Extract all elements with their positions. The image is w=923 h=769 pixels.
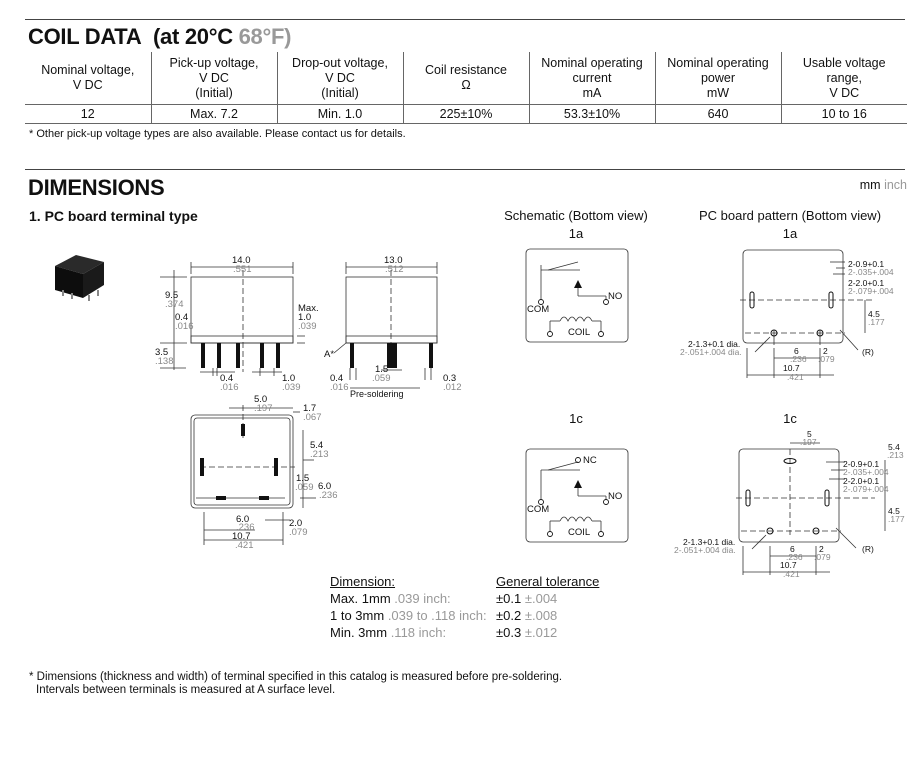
- svg-text:(R): (R): [862, 544, 874, 554]
- svg-text:.512: .512: [385, 264, 404, 275]
- svg-text:5: 5: [807, 429, 812, 439]
- svg-text:(R): (R): [862, 347, 874, 357]
- svg-text:.197: .197: [800, 437, 817, 447]
- svg-text:2-.035+.004: 2-.035+.004: [848, 267, 894, 277]
- pcb-1a-label: 1a: [782, 226, 798, 241]
- svg-text:10.7: 10.7: [232, 531, 251, 542]
- svg-text:2-1.3+0.1 dia.: 2-1.3+0.1 dia.: [683, 537, 736, 547]
- svg-text:2: 2: [823, 346, 828, 356]
- footnote-pre-soldering: * Dimensions (thickness and width) of terminal specified in this catalog is measured before pre-soldering.: [29, 671, 563, 683]
- schematic-title: Schematic (Bottom view): [504, 208, 648, 223]
- svg-text:10.7: 10.7: [783, 363, 800, 373]
- terminal-type-heading: 1. PC board terminal type: [29, 208, 198, 224]
- svg-text:COIL: COIL: [568, 527, 591, 538]
- tolerance-row: Min. 3mm .118 inch:: [330, 625, 447, 640]
- svg-text:2-0.9+0.1: 2-0.9+0.1: [848, 259, 885, 269]
- svg-text:.551: .551: [233, 264, 252, 275]
- svg-text:2: 2: [819, 544, 824, 554]
- svg-text:.421: .421: [783, 569, 800, 579]
- col-nominal-voltage: Nominal voltage, V DC: [25, 52, 151, 105]
- svg-text:1.0: 1.0: [282, 373, 296, 384]
- col-operating-power: Nominal operating power mW: [655, 52, 781, 105]
- svg-text:NO: NO: [608, 291, 623, 302]
- svg-text:.079: .079: [289, 527, 308, 538]
- svg-text:2-2.0+0.1: 2-2.0+0.1: [848, 278, 885, 288]
- svg-text:6: 6: [790, 544, 795, 554]
- svg-text:0.3: 0.3: [443, 373, 457, 384]
- svg-text:2-.051+.004 dia.: 2-.051+.004 dia.: [674, 545, 736, 555]
- svg-text:9.5: 9.5: [165, 290, 179, 301]
- svg-text:A*: A*: [324, 349, 335, 360]
- svg-text:.177: .177: [868, 317, 885, 327]
- svg-text:.213: .213: [887, 450, 904, 460]
- svg-text:2-1.3+0.1 dia.: 2-1.3+0.1 dia.: [688, 339, 741, 349]
- svg-text:0.4: 0.4: [175, 312, 189, 323]
- svg-text:2.0: 2.0: [289, 518, 303, 529]
- svg-text:.012: .012: [443, 382, 462, 393]
- tolerance-header: General tolerance: [496, 574, 600, 589]
- pcb-pattern-title: PC board pattern (Bottom view): [698, 208, 882, 223]
- svg-text:.016: .016: [220, 382, 239, 393]
- svg-text:0.4: 0.4: [330, 373, 344, 384]
- svg-text:.138: .138: [155, 356, 174, 367]
- table-cell: 640: [655, 105, 781, 124]
- svg-text:5.4: 5.4: [310, 440, 324, 451]
- svg-text:6: 6: [794, 346, 799, 356]
- svg-text:0.4: 0.4: [220, 373, 234, 384]
- svg-text:2-.079+.004: 2-.079+.004: [843, 484, 889, 494]
- svg-text:COIL: COIL: [568, 327, 591, 338]
- svg-text:.059: .059: [372, 373, 391, 384]
- svg-text:.177: .177: [888, 514, 905, 524]
- table-cell: Max. 7.2: [151, 105, 277, 124]
- col-coil-resistance: Coil resistance Ω: [403, 52, 529, 105]
- svg-text:.374: .374: [165, 299, 184, 310]
- svg-text:Max.: Max.: [298, 303, 319, 314]
- table-cell: 225±10%: [403, 105, 529, 124]
- svg-text:.236: .236: [319, 490, 338, 501]
- col-pickup-voltage: Pick-up voltage, V DC (Initial): [151, 52, 277, 105]
- svg-text:2-0.9+0.1: 2-0.9+0.1: [843, 459, 880, 469]
- table-cell: 53.3±10%: [529, 105, 655, 124]
- svg-text:.079: .079: [818, 354, 835, 364]
- pcb-1c-label: 1c: [783, 411, 797, 426]
- tolerance-row: 1 to 3mm .039 to .118 inch:: [330, 608, 487, 623]
- schematic-1c-label: 1c: [569, 411, 583, 426]
- svg-text:.236: .236: [790, 354, 807, 364]
- tolerance-value: ±0.3 ±.012: [496, 625, 558, 640]
- table-cell: 10 to 16: [781, 105, 907, 124]
- svg-text:13.0: 13.0: [384, 255, 403, 266]
- tolerance-value-column: [496, 573, 599, 641]
- svg-text:.079: .079: [814, 552, 831, 562]
- tolerance-value: ±0.1 ±.004: [496, 591, 558, 606]
- svg-text:2-.079+.004: 2-.079+.004: [848, 286, 894, 296]
- svg-text:6.0: 6.0: [236, 514, 250, 525]
- coil-data-heading: COIL DATA (at 20°C 68°F): [28, 24, 292, 49]
- svg-text:1.5: 1.5: [375, 364, 389, 375]
- svg-text:5.4: 5.4: [888, 442, 900, 452]
- dimension-labels: [155, 255, 905, 579]
- svg-text:10.7: 10.7: [780, 560, 797, 570]
- svg-text:COM: COM: [527, 304, 550, 315]
- svg-text:5.0: 5.0: [254, 394, 268, 405]
- svg-text:.016: .016: [330, 382, 349, 393]
- units-label: mm inch: [859, 178, 907, 192]
- svg-text:.039: .039: [298, 321, 317, 332]
- svg-text:.236: .236: [236, 522, 255, 533]
- svg-text:.039: .039: [282, 382, 301, 393]
- svg-text:.059: .059: [295, 482, 314, 493]
- tolerance-dimension-column: [330, 573, 487, 641]
- svg-text:14.0: 14.0: [232, 255, 251, 266]
- svg-text:1.0: 1.0: [298, 312, 312, 323]
- tolerance-row: Max. 1mm .039 inch:: [330, 591, 451, 606]
- table-cell: 12: [25, 105, 151, 124]
- svg-text:4.5: 4.5: [888, 506, 900, 516]
- svg-text:COM: COM: [527, 504, 550, 515]
- svg-text:NO: NO: [608, 491, 623, 502]
- coil-note: * Other pick-up voltage types are also available. Please contact us for details.: [29, 128, 406, 140]
- svg-text:Pre-soldering: Pre-soldering: [350, 389, 404, 399]
- footnote-intervals: Intervals between terminals is measured at A surface level.: [36, 684, 336, 696]
- svg-text:1.5: 1.5: [296, 473, 310, 484]
- svg-text:.197: .197: [254, 403, 273, 414]
- svg-text:4.5: 4.5: [868, 309, 880, 319]
- svg-text:.236: .236: [786, 552, 803, 562]
- col-usable-voltage: Usable voltage range, V DC: [781, 52, 907, 105]
- svg-text:.213: .213: [310, 449, 329, 460]
- col-operating-current: Nominal operating current mA: [529, 52, 655, 105]
- svg-text:.421: .421: [787, 372, 804, 382]
- svg-text:6.0: 6.0: [318, 481, 332, 492]
- svg-text:.016: .016: [175, 321, 194, 332]
- tolerance-value: ±0.2 ±.008: [496, 608, 558, 623]
- svg-text:NC: NC: [583, 455, 597, 466]
- schematic-1a-label: 1a: [568, 226, 584, 241]
- dimensions-heading: DIMENSIONS: [28, 175, 165, 200]
- col-dropout-voltage: Drop-out voltage, V DC (Initial): [277, 52, 403, 105]
- svg-text:.067: .067: [303, 412, 322, 423]
- svg-text:2-2.0+0.1: 2-2.0+0.1: [843, 476, 880, 486]
- svg-text:3.5: 3.5: [155, 347, 169, 358]
- svg-text:2-.051+.004 dia.: 2-.051+.004 dia.: [680, 347, 742, 357]
- svg-text:1.7: 1.7: [303, 403, 317, 414]
- svg-text:2-.035+.004: 2-.035+.004: [843, 467, 889, 477]
- svg-text:.421: .421: [235, 540, 254, 551]
- table-cell: Min. 1.0: [277, 105, 403, 124]
- tolerance-dim-header: Dimension:: [330, 574, 396, 589]
